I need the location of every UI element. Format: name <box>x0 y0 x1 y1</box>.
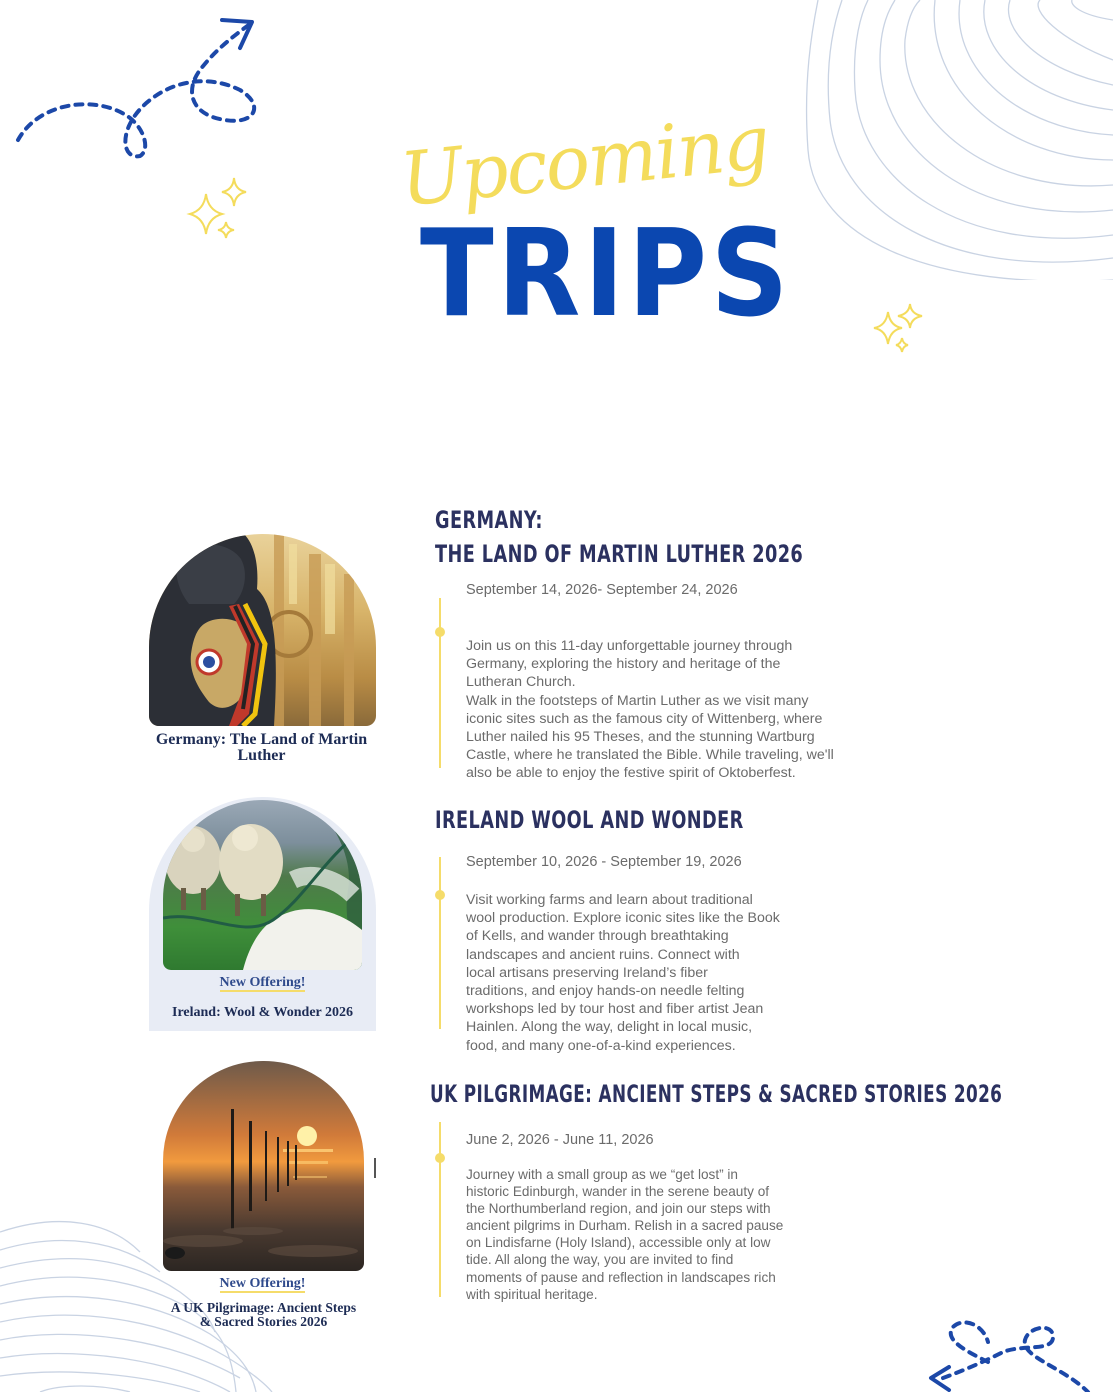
germany-trip-image[interactable] <box>149 534 376 726</box>
uk-trip-image[interactable] <box>163 1061 364 1271</box>
sparkle-icon <box>868 300 938 360</box>
uk-new-offering-badge: New Offering! <box>219 1276 306 1291</box>
uk-trip-dates: June 2, 2026 - June 11, 2026 <box>466 1132 654 1148</box>
germany-heading-line2: THE LAND OF MARTIN LUTHER 2026 <box>435 540 804 568</box>
ireland-trip-description: Visit working farms and learn about traditional wool production. Explore iconic sites like the Book of Kells, and wander through breathtaking landscapes and ancient ruins. Connect with local artisans preserving Ireland’s fiber traditions, and enjoy hands-on needle felting workshops led by tour host and fiber artist Jean Hainlen. Along the way, delight in local music, food, and many one-of-a-kind experiences. <box>466 892 780 1054</box>
germany-trip-description: Join us on this 11-day unforgettable journey through Germany, exploring the history and heritage of the Lutheran Church. Walk in the footsteps of Martin Luther as we visit many iconic sites such as the famous city of Wittenberg, where Luther nailed his 95 Theses, and the stunning Wartburg Castle, where he translated the Bible. While traveling, we'll also be able to enjoy the festive spirit of Oktoberfest. <box>466 638 834 782</box>
timeline-dot <box>435 1153 445 1163</box>
scrollbar-handle[interactable] <box>374 1158 376 1178</box>
timeline-line <box>439 598 441 768</box>
germany-trip-dates: September 14, 2026- September 24, 2026 <box>466 582 738 598</box>
timeline-line <box>439 1122 441 1297</box>
script-title: Upcoming <box>396 99 773 224</box>
uk-card-caption-line2: & Sacred Stories 2026 <box>199 1314 328 1329</box>
dashed-arrow-icon <box>913 1312 1113 1392</box>
timeline-dot <box>435 627 445 637</box>
ireland-card-caption: Ireland: Wool & Wonder 2026 <box>172 1005 353 1020</box>
luther-statue-graphic <box>149 534 376 726</box>
uk-trip-description: Journey with a small group as we “get lost” in historic Edinburgh, wander in the serene beauty of the Northumberland region, and join our steps with ancient pilgrims in Durham. Relish in a sacred pause on Lindisfarne (Holy Island), accessible only at low tide. All along the way, you are invited to find moments of pause and reflection in landscapes rich with spiritual heritage. <box>466 1167 784 1302</box>
ireland-heading: IRELAND WOOL AND WONDER <box>435 806 744 834</box>
page-title: TRIPS <box>420 205 792 344</box>
ireland-new-offering-badge: New Offering! <box>219 975 306 990</box>
uk-card-caption-line1: A UK Pilgrimage: Ancient Steps <box>170 1300 357 1315</box>
germany-heading-line1: GERMANY: <box>435 506 543 534</box>
sparkle-icon <box>178 172 258 252</box>
dashed-arrow-icon <box>0 0 280 180</box>
timeline-line <box>439 857 441 1029</box>
uk-heading: UK PILGRIMAGE: ANCIENT STEPS & SACRED STORIES 2026 <box>430 1080 1003 1108</box>
ireland-trip-dates: September 10, 2026 - September 19, 2026 <box>466 854 742 870</box>
timeline-dot <box>435 890 445 900</box>
sunset-posts-graphic <box>163 1061 364 1271</box>
germany-card-caption: Germany: The Land of Martin Luther <box>155 731 368 764</box>
